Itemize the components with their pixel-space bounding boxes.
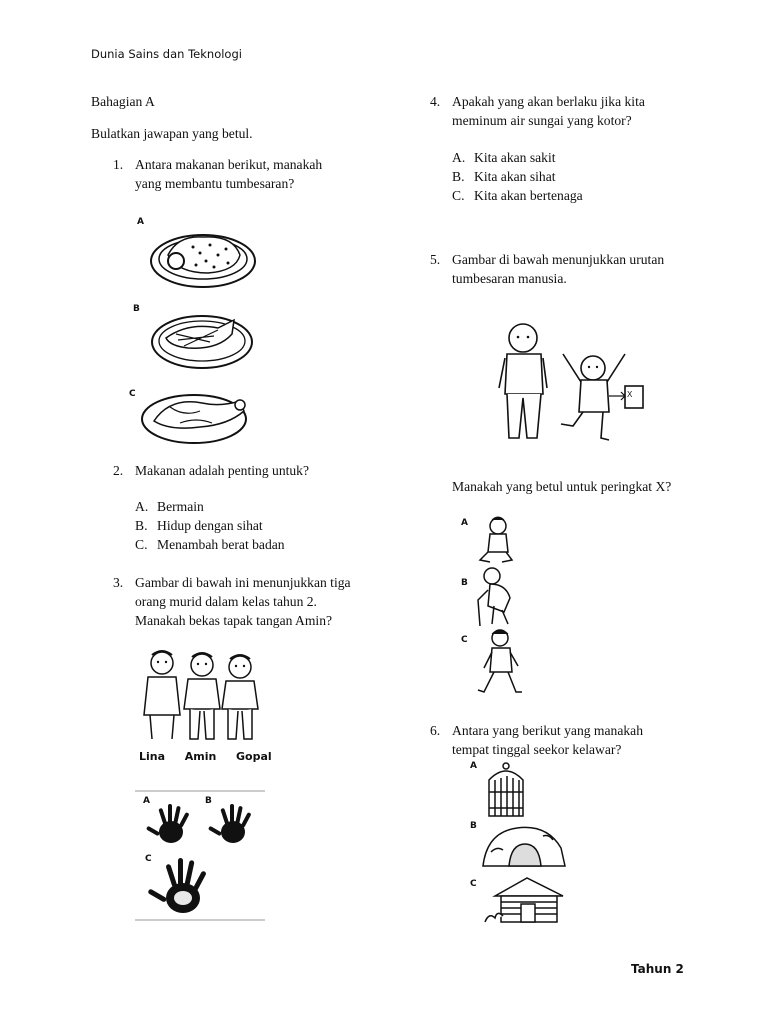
option-label: B [133, 304, 140, 314]
sub-question: Manakah yang betul untuk peringkat X? [452, 479, 672, 494]
options-list [135, 497, 285, 554]
page-footer: Tahun 2 [631, 962, 684, 976]
option-label: C [461, 635, 468, 645]
hut-illustration [483, 876, 571, 926]
baby-illustration [472, 514, 522, 566]
rice-plate-illustration [148, 225, 258, 290]
page-header: Dunia Sains dan Teknologi [91, 47, 242, 61]
student-name: Lina [139, 750, 166, 763]
student-names [139, 750, 272, 763]
student-name: Gopal [236, 750, 272, 763]
question-number: 3. [113, 575, 124, 590]
options-list [452, 148, 583, 205]
question-line: tempat tinggal seekor kelawar? [452, 742, 622, 757]
question-number: 2. [113, 463, 124, 478]
growth-sequence-illustration [497, 318, 649, 452]
option-label: A [470, 761, 477, 771]
question-line: Gambar di bawah menunjukkan urutan [452, 252, 665, 267]
figure-label: X [627, 390, 633, 399]
three-students-illustration [140, 645, 270, 745]
question-number: 1. [113, 157, 124, 172]
option-label: B [205, 796, 212, 806]
answer-option[interactable]: B. Hidup dengan sihat [135, 518, 263, 533]
question-line: yang membantu tumbesaran? [135, 176, 295, 191]
child-walking-illustration [474, 628, 524, 698]
elderly-illustration [470, 566, 530, 628]
option-label: B [461, 578, 468, 588]
chicken-plate-illustration [140, 387, 252, 445]
birdcage-illustration [485, 762, 527, 820]
question-line: Apakah yang akan berlaku jika kita [452, 94, 645, 109]
question-line: Antara makanan berikut, manakah [135, 157, 323, 172]
option-label: C [145, 854, 152, 864]
answer-option[interactable]: A. Kita akan sakit [452, 150, 556, 165]
question-line: Antara yang berikut yang manakah [452, 723, 643, 738]
fish-plate-illustration [148, 308, 258, 373]
question-line: orang murid dalam kelas tahun 2. [135, 594, 317, 609]
option-label: A [461, 518, 468, 528]
question-number: 5. [430, 252, 441, 267]
option-label: C [470, 879, 477, 889]
option-label: B [470, 821, 477, 831]
option-label: A [143, 796, 150, 806]
question-line: Makanan adalah penting untuk? [135, 463, 310, 478]
answer-option[interactable]: C. Kita akan bertenaga [452, 188, 583, 203]
answer-option[interactable]: B. Kita akan sihat [452, 169, 556, 184]
option-label: C [129, 389, 136, 399]
question-line: meminum air sungai yang kotor? [452, 113, 632, 128]
question-number: 4. [430, 94, 441, 109]
handprints-illustration [135, 790, 270, 922]
question-number: 6. [430, 723, 441, 738]
question-line: Gambar di bawah ini menunjukkan tiga [135, 575, 351, 590]
question-line: Manakah bekas tapak tangan Amin? [135, 613, 333, 628]
section-title: Bahagian A [91, 94, 155, 109]
instruction: Bulatkan jawapan yang betul. [91, 126, 253, 141]
answer-option[interactable]: C. Menambah berat badan [135, 537, 285, 552]
option-label: A [137, 217, 144, 227]
answer-option[interactable]: A. Bermain [135, 499, 204, 514]
cave-illustration [481, 822, 567, 870]
student-name: Amin [184, 750, 217, 763]
question-line: tumbesaran manusia. [452, 271, 567, 286]
